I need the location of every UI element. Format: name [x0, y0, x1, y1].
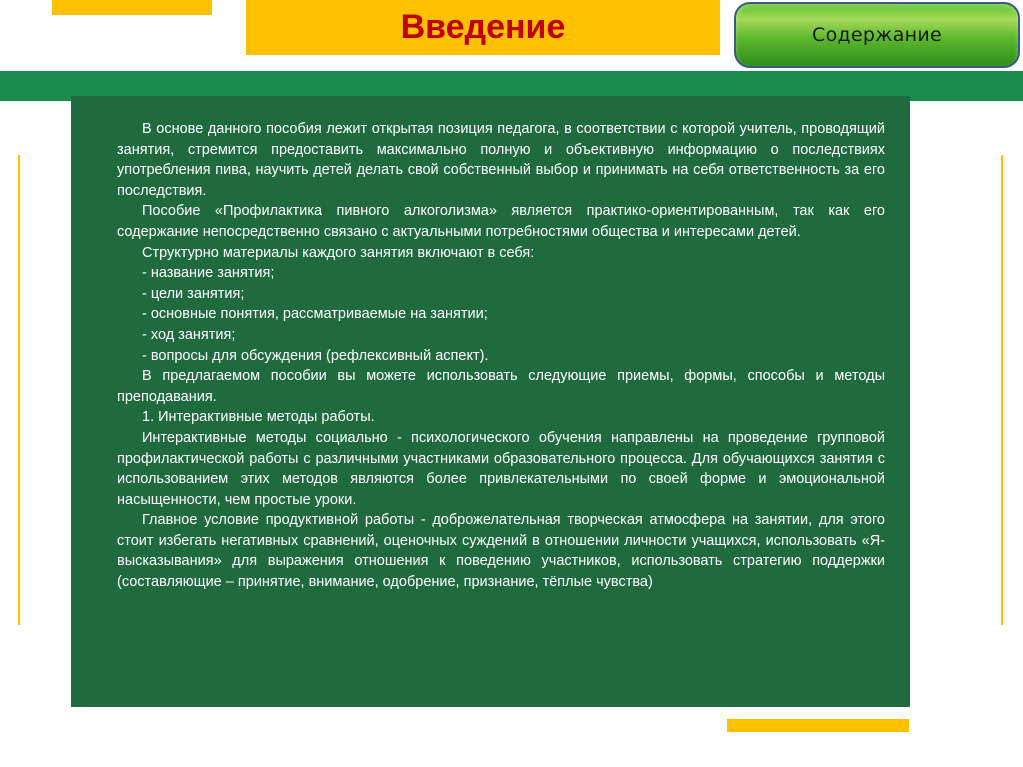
- left-accent-line: [18, 155, 20, 625]
- right-accent-line: [1001, 155, 1003, 625]
- list-item: - название занятия;: [142, 265, 275, 282]
- paragraph: Главное условие продуктивной работы - доброжелательная творческая атмосфера на занятии, для этого стоит избегать негативных сравнений, оценочных суждений в отношении личности учащихся, использовать «Я-высказывания» для выражения отношения к поведению участников, использовать стратегию поддержки (составляющие – принятие, внимание, одобрение, признание, тёплые чувства): [117, 512, 885, 591]
- list-item: - основные понятия, рассматриваемые на занятии;: [142, 306, 488, 323]
- top-left-accent-bar: [52, 0, 212, 15]
- contents-button[interactable]: [734, 2, 1020, 68]
- list-item: - вопросы для обсуждения (рефлексивный аспект).: [142, 347, 489, 364]
- page-title: Введение: [400, 8, 566, 46]
- paragraph: Структурно материалы каждого занятия включают в себя:: [142, 244, 535, 261]
- main-text-panel: [71, 96, 910, 707]
- paragraph: В предлагаемом пособии вы можете использовать следующие приемы, формы, способы и методы преподавания.: [117, 368, 885, 405]
- list-item: - ход занятия;: [142, 326, 236, 343]
- paragraph: Пособие «Профилактика пивного алкоголизма» является практико-ориентированным, так как его содержание непосредственно связано с актуальными потребностями общества и интересами детей.: [117, 203, 885, 240]
- bottom-right-accent-bar: [727, 719, 909, 732]
- section-heading: 1. Интерактивные методы работы.: [142, 409, 375, 426]
- contents-button-label: Содержание: [812, 24, 942, 46]
- paragraph: В основе данного пособия лежит открытая позиция педагога, в соответствии с которой учитель, проводящий занятия, стремится предоставить максимально полную и объективную информацию о последствиях употребления пива, научить детей делать свой собственный выбор и принимать на себя ответственность за его последствия.: [117, 121, 885, 199]
- paragraph: Интерактивные методы социально - психологического обучения направлены на проведение групповой профилактической работы с различными участниками образовательного процесса. Для обучающихся занятия с использованием этих методов являются более привлекательными по своей форме и эмоциональной насыщенности, чем простые уроки.: [117, 429, 885, 508]
- list-item: - цели занятия;: [142, 285, 245, 302]
- title-banner: [246, 0, 720, 55]
